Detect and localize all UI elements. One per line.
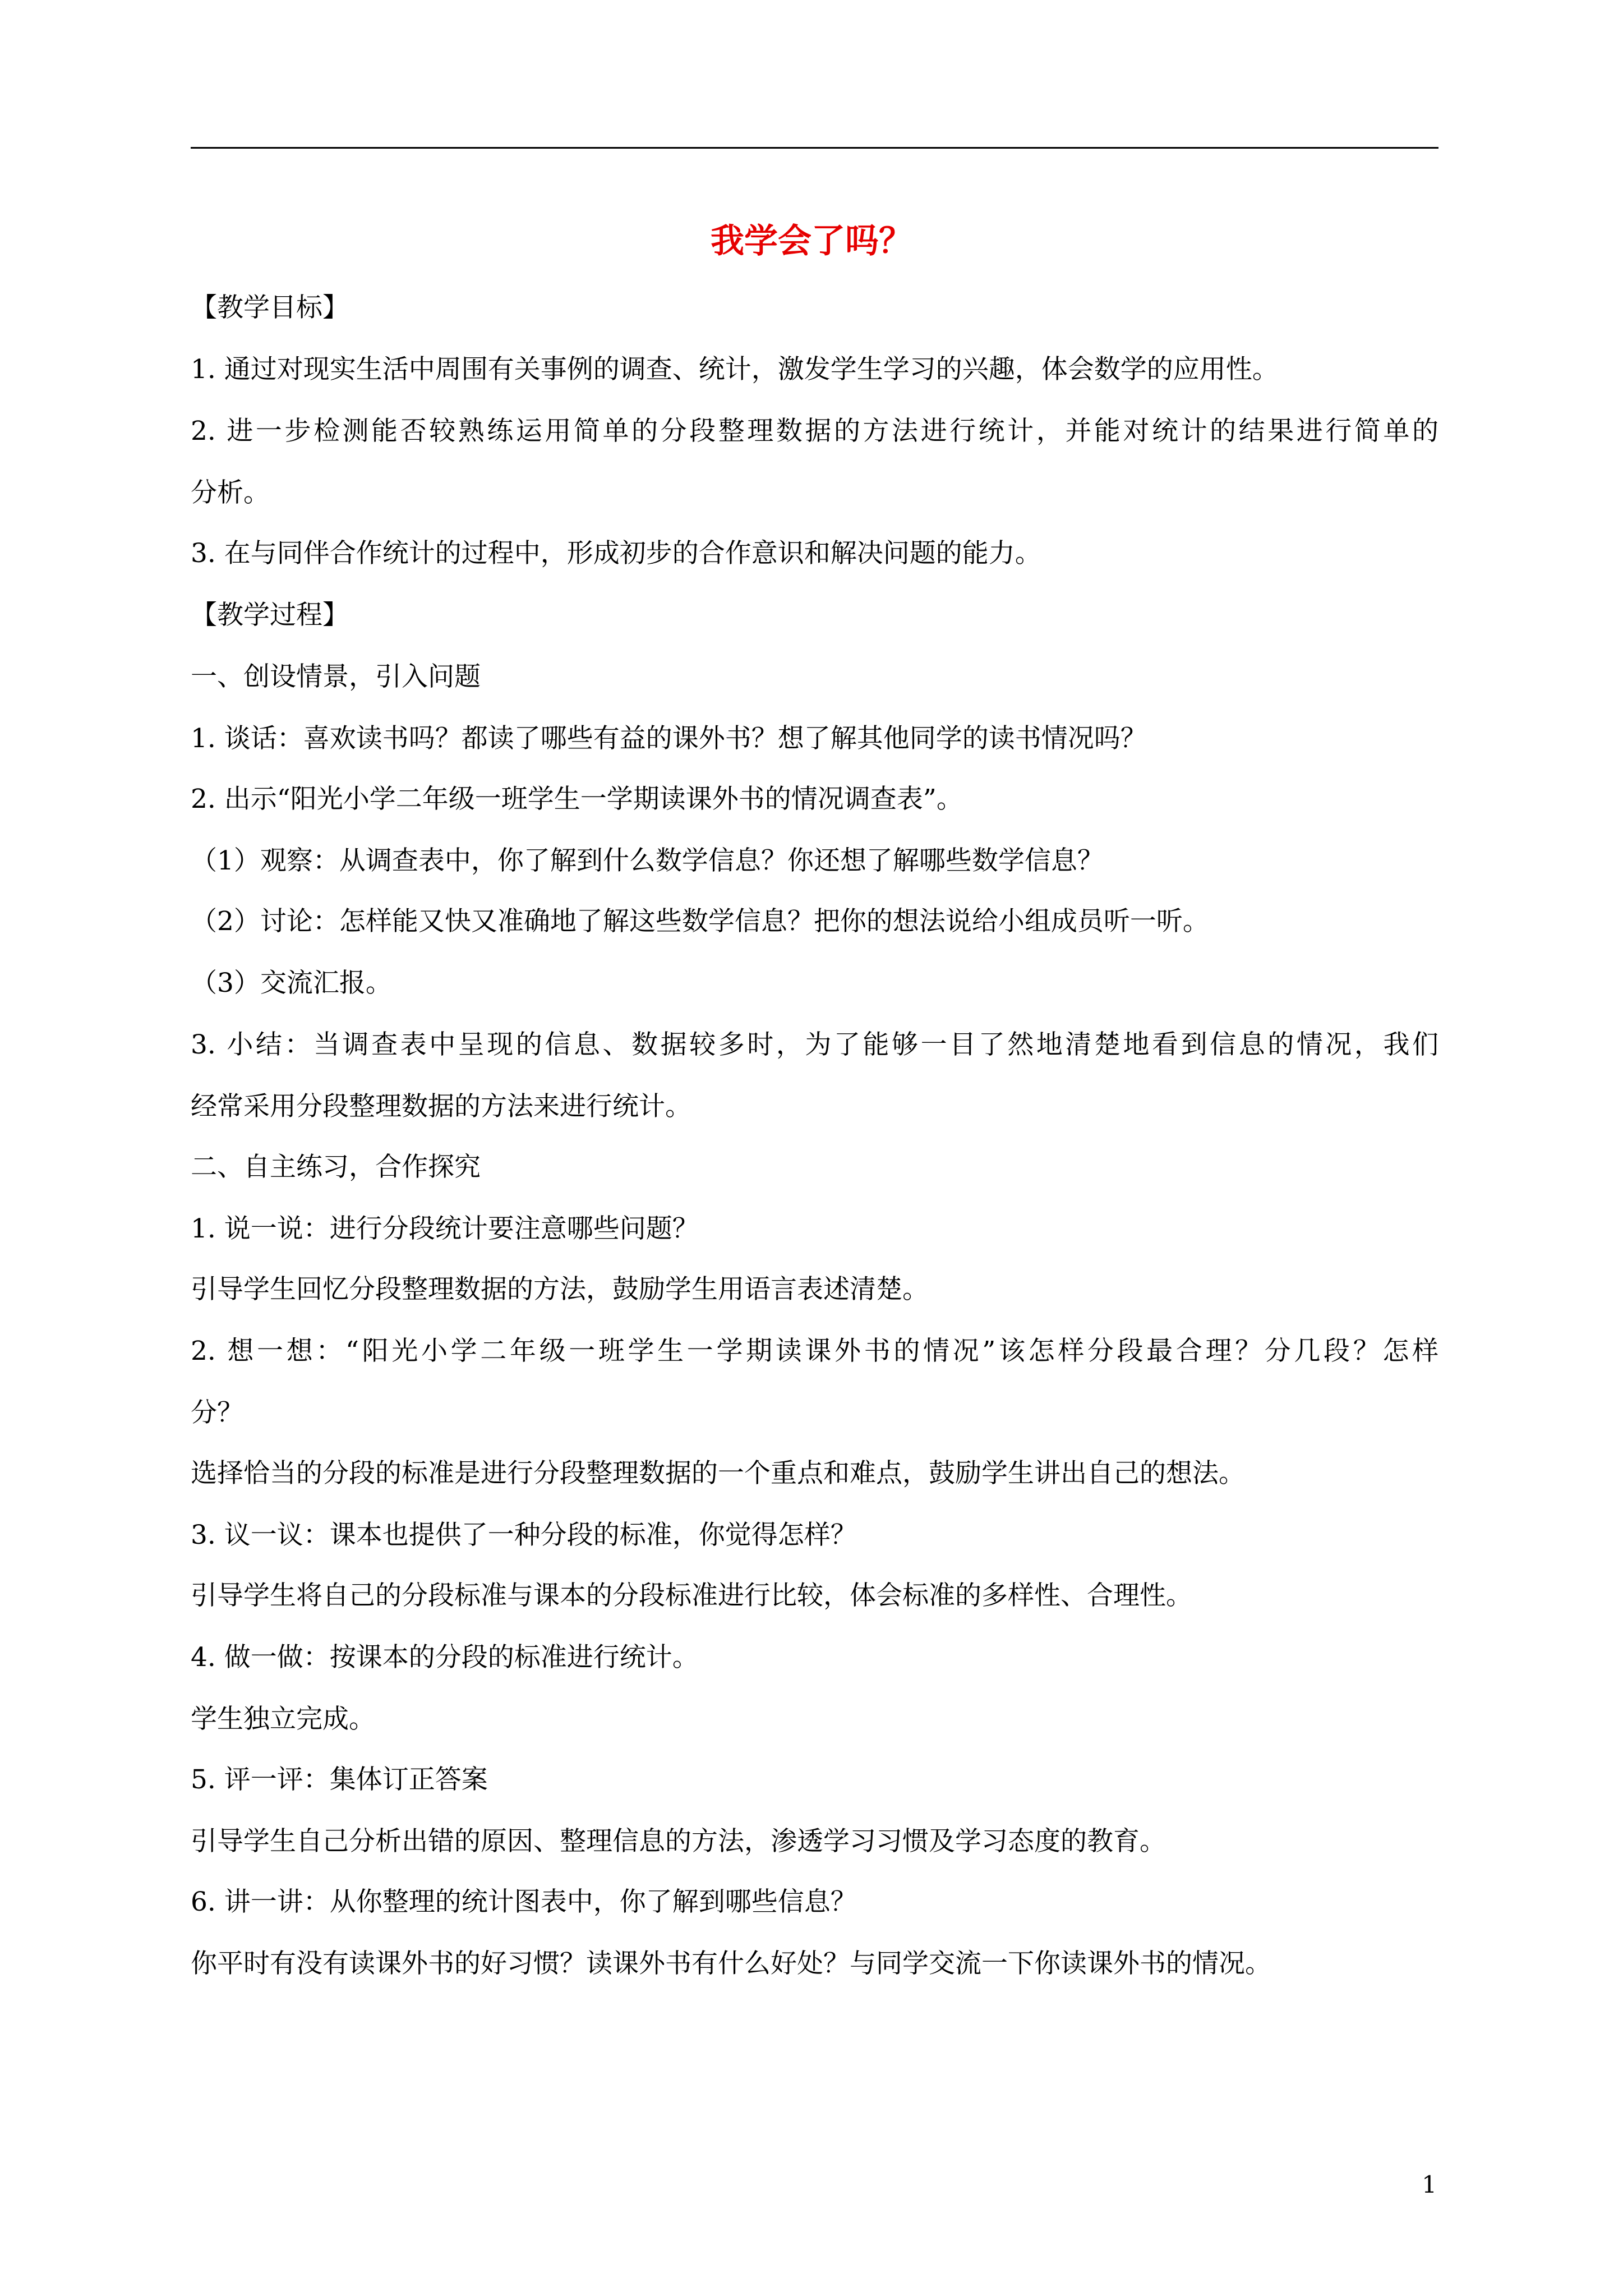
page-title: 我学会了吗？ (711, 222, 912, 261)
part1-item-3-line-2: 经常采用分段整理数据的方法来进行统计。 (191, 1091, 691, 1122)
goal-item-3: 3. 在与同伴合作统计的过程中，形成初步的合作意识和解决问题的能力。 (191, 538, 1041, 569)
part1-item-1: 1. 谈话：喜欢读书吗？都读了哪些有益的课外书？想了解其他同学的读书情况吗？ (191, 723, 1147, 754)
part1-item-2-sub-3: （3）交流汇报。 (191, 968, 392, 999)
part2-item-6-note: 你平时有没有读课外书的好习惯？读课外书有什么好处？与同学交流一下你读课外书的情况。 (191, 1948, 1271, 1979)
part2-item-1-note: 引导学生回忆分段整理数据的方法，鼓励学生用语言表述清楚。 (191, 1274, 929, 1305)
part2-item-4-note: 学生独立完成。 (191, 1704, 375, 1734)
part1-heading: 一、创设情景，引入问题 (191, 661, 481, 692)
goal-item-1: 1. 通过对现实生活中周围有关事例的调查、统计，激发学生学习的兴趣，体会数学的应用性。 (191, 354, 1279, 385)
goal-item-2-line-1: 2. 进一步检测能否较熟练运用简单的分段整理数据的方法进行统计，并能对统计的结果进行简单的 (191, 416, 1438, 447)
part2-item-6: 6. 讲一讲：从你整理的统计图表中，你了解到哪些信息？ (191, 1887, 857, 1917)
part2-item-2-line-1: 2. 想一想：“阳光小学二年级一班学生一学期读课外书的情况”该怎样分段最合理？分几段？怎样 (191, 1336, 1438, 1366)
part2-heading: 二、自主练习，合作探究 (191, 1152, 481, 1182)
part2-item-2-line-2: 分？ (191, 1397, 243, 1428)
part1-item-2: 2. 出示“阳光小学二年级一班学生一学期读课外书的情况调查表”。 (191, 784, 963, 815)
part2-item-3-note: 引导学生将自己的分段标准与课本的分段标准进行比较，体会标准的多样性、合理性。 (191, 1580, 1192, 1611)
part1-item-3-line-1: 3. 小结：当调查表中呈现的信息、数据较多时，为了能够一目了然地清楚地看到信息的情况，我们 (191, 1029, 1438, 1060)
process-heading: 【教学过程】 (191, 600, 349, 631)
goals-heading: 【教学目标】 (191, 292, 349, 323)
part1-item-2-sub-1: （1）观察：从调查表中，你了解到什么数学信息？你还想了解哪些数学信息？ (191, 845, 1104, 876)
part1-item-2-sub-2: （2）讨论：怎样能又快又准确地了解这些数学信息？把你的想法说给小组成员听一听。 (191, 906, 1209, 937)
part2-item-4: 4. 做一做：按课本的分段的标准进行统计。 (191, 1642, 699, 1673)
page-number: 1 (1422, 2171, 1437, 2198)
part2-item-3: 3. 议一议：课本也提供了一种分段的标准，你觉得怎样？ (191, 1520, 857, 1550)
part2-item-5: 5. 评一评：集体订正答案 (191, 1764, 488, 1795)
goal-item-2-line-2: 分析。 (191, 477, 270, 508)
header-rule (191, 147, 1438, 149)
part2-item-2-note: 选择恰当的分段的标准是进行分段整理数据的一个重点和难点，鼓励学生讲出自己的想法。 (191, 1458, 1245, 1489)
part2-item-5-note: 引导学生自己分析出错的原因、整理信息的方法，渗透学习习惯及学习态度的教育。 (191, 1826, 1166, 1857)
part2-item-1: 1. 说一说：进行分段统计要注意哪些问题？ (191, 1213, 699, 1244)
